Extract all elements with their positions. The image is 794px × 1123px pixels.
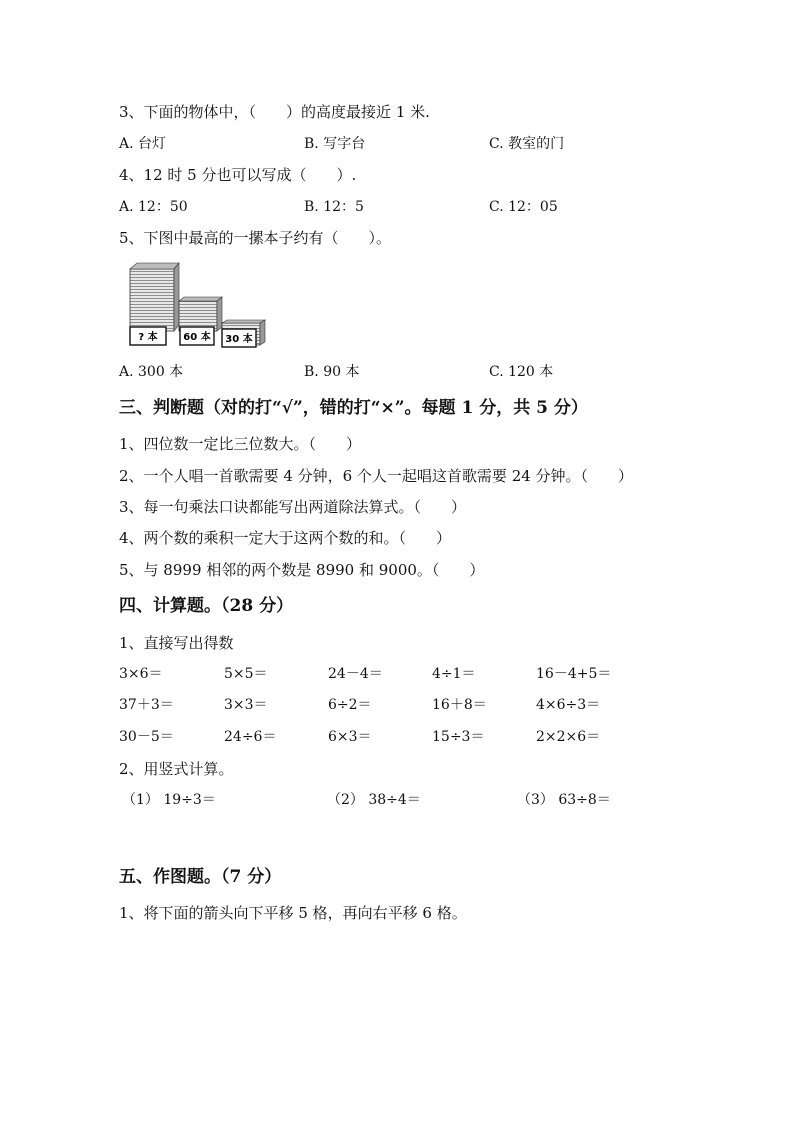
tall-stack-label: ? 本 [138,332,158,343]
q3-stem: 3、下面的物体中，（ ）的高度最接近 1 米. [119,103,430,121]
judge-item-3: 3、每一句乘法口诀都能写出两道除法算式。（ ） [119,498,467,516]
tall-book-stack [130,263,179,345]
calc-cell: 6÷2＝ [328,697,372,713]
vertical-calc-1: （1） 19÷3＝ [122,792,216,808]
medium-stack-label: 60 本 [183,332,211,343]
section5-title: 五、作图题。（7 分） [119,867,282,887]
calc-cell: 2×2×6＝ [536,729,601,745]
section4-title: 四、计算题。（28 分） [119,596,294,616]
draw-q1: 1、将下面的箭头向下平移 5 格，再向右平移 6 格。 [119,904,467,922]
calc-cell: 30－5＝ [119,729,174,745]
calc-cell: 37＋3＝ [119,697,174,713]
section3-title: 三、判断题（对的打“√”，错的打“×”。每题 1 分，共 5 分） [119,398,588,418]
calc-sub1: 1、直接写出得数 [119,634,234,652]
calc-cell: 16－4+5＝ [536,666,612,682]
judge-item-1: 1、四位数一定比三位数大。（ ） [119,435,362,453]
vertical-calc-2: （2） 38÷4＝ [327,792,421,808]
calc-cell: 3×3＝ [224,697,268,713]
calc-cell: 16＋8＝ [432,697,487,713]
q4-option-c: C. 12：05 [489,199,558,215]
q5-option-c: C. 120 本 [489,364,554,380]
q3-option-c: C. 教室的门 [489,136,565,152]
calc-cell: 24÷6＝ [224,729,277,745]
vertical-calc-3: （3） 63÷8＝ [517,792,611,808]
calc-cell: 6×3＝ [328,729,372,745]
q4-option-a: A. 12：50 [119,199,188,215]
q3-option-b: B. 写字台 [304,136,366,152]
calc-sub2: 2、用竖式计算。 [119,760,234,778]
calc-cell: 5×5＝ [224,666,268,682]
q4-stem: 4、12 时 5 分也可以写成（ ）. [119,166,357,184]
judge-item-2: 2、一个人唱一首歌需要 4 分钟，6 个人一起唱这首歌需要 24 分钟。（ ） [119,467,634,485]
short-book-stack [222,320,265,347]
q3-option-a: A. 台灯 [119,136,167,152]
judge-item-4: 4、两个数的乘积一定大于这两个数的和。（ ） [119,529,452,547]
q5-option-a: A. 300 本 [119,364,184,380]
short-stack-label: 30 本 [225,334,253,345]
calc-cell: 15÷3＝ [432,729,485,745]
q4-option-b: B. 12：5 [304,199,364,215]
book-stacks-figure [127,261,267,351]
q5-stem: 5、下图中最高的一摞本子约有（ ）。 [119,229,392,247]
q5-option-b: B. 90 本 [304,364,360,380]
calc-cell: 4×6÷3＝ [536,697,601,713]
medium-book-stack [179,297,222,345]
calc-cell: 24－4＝ [328,666,383,682]
calc-cell: 4÷1＝ [432,666,476,682]
judge-item-5: 5、与 8999 相邻的两个数是 8990 和 9000。（ ） [119,561,485,579]
calc-cell: 3×6＝ [119,666,163,682]
